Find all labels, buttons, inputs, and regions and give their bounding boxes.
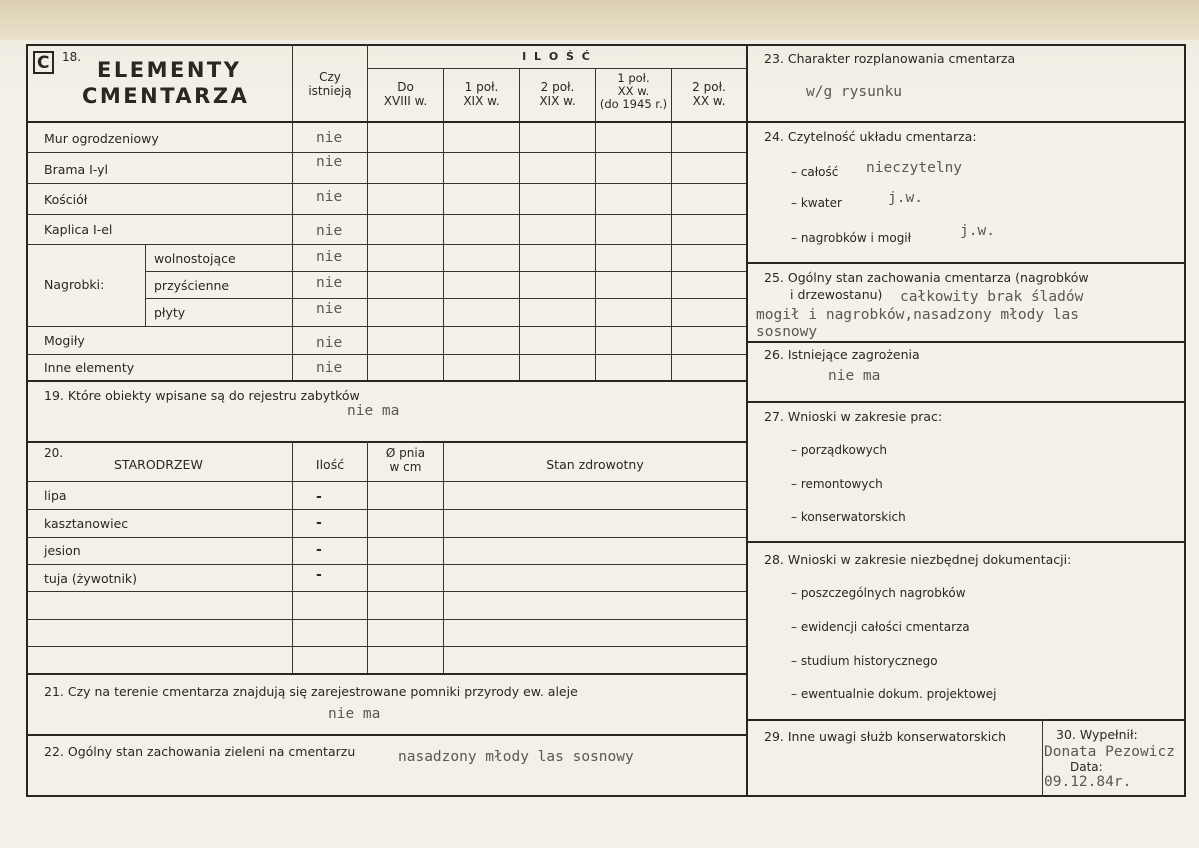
- exists-value-plyty: nie: [316, 301, 343, 317]
- exists-value-kosciol: nie: [316, 189, 343, 205]
- grid-line: [367, 68, 746, 69]
- grid-line: [519, 68, 520, 380]
- s18-title-line1: ELEMENTY: [97, 58, 242, 82]
- s23-answer: w/g rysunku: [806, 84, 903, 100]
- s23-question: 23. Charakter rozplanowania cmentarza: [764, 51, 1016, 66]
- exists-header: Czy istnieją: [308, 70, 352, 99]
- period-header-1: Do XVIII w.: [383, 80, 428, 109]
- s26-question: 26. Istniejące zagrożenia: [764, 347, 920, 362]
- grid-line: [367, 441, 368, 673]
- grid-line: [26, 481, 746, 482]
- grid-line: [1042, 719, 1043, 797]
- s27-item-remontowych: – remontowych: [791, 477, 883, 491]
- s20-number: 20.: [44, 446, 64, 460]
- tree-name-tuja: tuja (żywotnik): [44, 571, 138, 586]
- grid-line: [595, 68, 596, 380]
- section-line: [746, 262, 1186, 264]
- row-label-mogily: Mogiły: [44, 333, 85, 348]
- s21-question: 21. Czy na terenie cmentarza znajdują się zarejestrowane pomniki przyrody ew. aleje: [44, 684, 578, 699]
- s22-question: 22. Ogólny stan zachowania zieleni na cmentarzu: [44, 744, 356, 759]
- s28-item-nagrobkow: – poszczególnych nagrobków: [791, 586, 966, 600]
- s22-answer: nasadzony młody las sosnowy: [398, 749, 634, 765]
- s30-label: 30. Wypełnił:: [1056, 727, 1138, 742]
- section-line: [26, 380, 746, 382]
- period-header-3: 2 poł. XIX w.: [539, 80, 576, 109]
- row-line: [26, 214, 746, 215]
- row-line: [26, 326, 746, 327]
- row-line: [145, 271, 746, 272]
- row-label-brama: Brama I-yl: [44, 162, 109, 177]
- tree-name-lipa: lipa: [44, 488, 67, 503]
- row-label-mur: Mur ogrodzeniowy: [44, 131, 159, 146]
- section-line: [26, 441, 746, 443]
- row-label-kaplica: Kaplica I-el: [44, 222, 113, 237]
- s20-col-ilosc: Ilość: [315, 457, 345, 472]
- s24-item-nagrobkow: – nagrobków i mogił: [791, 231, 912, 245]
- tree-count-kasztanowiec: -: [316, 515, 322, 531]
- s18-title-line2: CMENTARZA: [82, 84, 250, 108]
- s24-item-kwater: – kwater: [791, 196, 842, 210]
- s24-value-kwater: j.w.: [888, 190, 923, 206]
- section-line: [746, 401, 1186, 403]
- row-line: [26, 646, 746, 647]
- row-line: [26, 591, 746, 592]
- s24-value-nagrobkow: j.w.: [960, 223, 995, 239]
- exists-value-przyscienne: nie: [316, 275, 343, 291]
- section-line: [26, 673, 746, 675]
- s25-answer-line3: sosnowy: [756, 324, 818, 340]
- tree-count-jesion: -: [316, 542, 322, 558]
- section-line: [746, 341, 1186, 343]
- grid-line: [443, 441, 444, 673]
- s30-date-label: Data:: [1070, 760, 1103, 774]
- s28-item-studium: – studium historycznego: [791, 654, 938, 668]
- s19-question: 19. Które obiekty wpisane są do rejestru zabytków: [44, 388, 360, 403]
- tree-name-jesion: jesion: [44, 543, 81, 558]
- tree-count-tuja: -: [316, 567, 322, 583]
- s27-question: 27. Wnioski w zakresie prac:: [764, 409, 943, 424]
- period-header-2: 1 poł. XIX w.: [463, 80, 500, 109]
- row-line: [26, 183, 746, 184]
- row-line: [26, 354, 746, 355]
- period-header-4: 1 poł. XX w. (do 1945 r.): [599, 71, 668, 112]
- exists-value-wolnostojace: nie: [316, 249, 343, 265]
- section-line: [746, 121, 1186, 123]
- row-line: [26, 537, 746, 538]
- grid-line: [26, 121, 746, 123]
- row-label-inne: Inne elementy: [44, 360, 135, 375]
- s26-answer: nie ma: [828, 368, 881, 384]
- s18-number: 18.: [62, 50, 82, 64]
- ilosc-header: I L O Ś Ć: [522, 50, 592, 63]
- exists-value-brama: nie: [316, 154, 343, 170]
- exists-value-inne: nie: [316, 360, 343, 376]
- s19-answer: nie ma: [347, 403, 400, 419]
- grid-line: [671, 68, 672, 380]
- column-divider: [746, 44, 748, 797]
- grid-line: [443, 68, 444, 380]
- s29-question: 29. Inne uwagi służb konserwatorskich: [764, 729, 1006, 744]
- s28-item-ewidencji: – ewidencji całości cmentarza: [791, 620, 970, 634]
- s30-date: 09.12.84r.: [1044, 774, 1132, 790]
- s28-question: 28. Wnioski w zakresie niezbędnej dokumentacji:: [764, 552, 1072, 567]
- row-line: [26, 244, 746, 245]
- s24-question: 24. Czytelność układu cmentarza:: [764, 129, 977, 144]
- tree-count-lipa: -: [316, 489, 322, 505]
- period-header-5: 2 poł. XX w.: [692, 80, 726, 109]
- row-line: [26, 509, 746, 510]
- s24-item-calosc: – całość: [791, 165, 839, 179]
- s28-item-projektowej: – ewentualnie dokum. projektowej: [791, 687, 997, 701]
- grid-line: [145, 244, 146, 326]
- s24-value-calosc: nieczytelny: [866, 160, 963, 176]
- row-line: [26, 619, 746, 620]
- section-line: [746, 719, 1186, 721]
- row-line: [26, 152, 746, 153]
- s21-answer: nie ma: [328, 706, 381, 722]
- row-label-przyscienne: przyścienne: [154, 278, 230, 293]
- s20-col-pien: Ø pnia w cm: [385, 446, 426, 474]
- row-line: [26, 564, 746, 565]
- s27-item-konserwatorskich: – konserwatorskich: [791, 510, 906, 524]
- row-label-wolnostojace: wolnostojące: [154, 251, 236, 266]
- s25-question-line1: 25. Ogólny stan zachowania cmentarza (nagrobków: [764, 270, 1089, 285]
- row-line: [145, 298, 746, 299]
- section-line: [746, 541, 1186, 543]
- row-label-plyty: płyty: [154, 305, 186, 320]
- tree-name-kasztanowiec: kasztanowiec: [44, 516, 129, 531]
- s30-name: Donata Pezowicz: [1044, 744, 1175, 760]
- exists-value-kaplica: nie: [316, 223, 343, 239]
- card-top-band: [0, 0, 1199, 40]
- nagrobki-label: Nagrobki:: [44, 277, 105, 292]
- row-label-kosciol: Kościół: [44, 192, 88, 207]
- exists-value-mur: nie: [316, 130, 343, 146]
- s25-answer-line2: mogił i nagrobków,nasadzony młody las: [756, 307, 1080, 323]
- section-line: [26, 734, 746, 736]
- s20-title: STARODRZEW: [114, 457, 203, 472]
- s25-answer-line1: całkowity brak śladów: [900, 289, 1084, 305]
- exists-value-mogily: nie: [316, 335, 343, 351]
- section-letter: C: [37, 53, 50, 73]
- s27-item-porzadkowych: – porządkowych: [791, 443, 887, 457]
- grid-line: [292, 441, 293, 673]
- s20-col-stan: Stan zdrowotny: [546, 457, 644, 472]
- s25-question-line2: i drzewostanu): [790, 287, 883, 302]
